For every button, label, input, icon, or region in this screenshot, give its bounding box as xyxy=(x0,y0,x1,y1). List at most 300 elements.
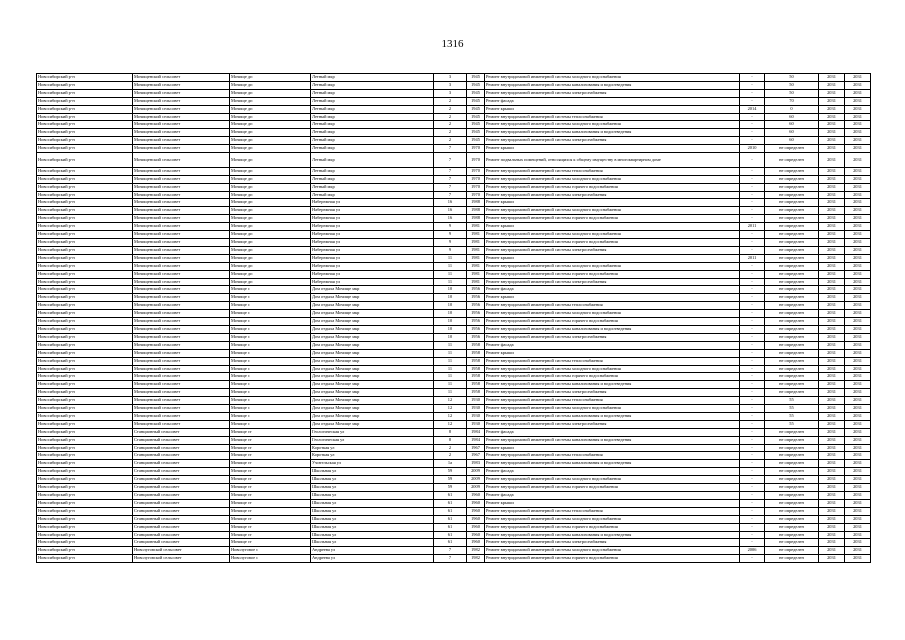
cell-district: Новосибирский р-н xyxy=(37,191,133,199)
cell-last-repair: - xyxy=(740,89,765,97)
cell-work-type: Ремонт крыши xyxy=(485,199,740,207)
cell-street: Школьная ул xyxy=(311,468,434,476)
cell-house: 2 xyxy=(434,137,467,145)
table-row xyxy=(37,183,871,191)
register-table-body xyxy=(37,74,871,563)
cell-work-type: Ремонт крыши xyxy=(485,105,740,113)
cell-street: Дом отдыха Мочище мкр xyxy=(311,373,434,381)
cell-plan-year-start: 2031 xyxy=(819,444,845,452)
cell-street: Школьная ул xyxy=(311,523,434,531)
cell-district: Новосибирский р-н xyxy=(37,97,133,105)
cell-wear: 60 xyxy=(765,121,819,129)
cell-last-repair: - xyxy=(740,81,765,89)
cell-plan-year-end: 2031 xyxy=(845,318,871,326)
cell-wear: не определен xyxy=(765,302,819,310)
cell-street: Короткая ул xyxy=(311,444,434,452)
cell-street: Дом отдыха Мочище мкр xyxy=(311,286,434,294)
cell-locality: Мочище ст xyxy=(230,484,311,492)
cell-wear: не определен xyxy=(765,436,819,444)
cell-plan-year-end: 2031 xyxy=(845,349,871,357)
cell-plan-year-end: 2031 xyxy=(845,499,871,507)
cell-house: 2 xyxy=(434,444,467,452)
cell-settlement: Станционный сельсовет xyxy=(133,484,230,492)
cell-street: Дом отдыха Мочище мкр xyxy=(311,420,434,428)
table-row xyxy=(37,207,871,215)
cell-district: Новосибирский р-н xyxy=(37,373,133,381)
cell-year: 1970 xyxy=(467,175,485,183)
cell-house: 8 xyxy=(434,436,467,444)
cell-locality: Мочище дп xyxy=(230,262,311,270)
cell-year: 1945 xyxy=(467,105,485,113)
cell-street: Дом отдыха Мочище мкр xyxy=(311,333,434,341)
cell-street: Набережная ул xyxy=(311,270,434,278)
cell-work-type: Ремонт внутридомовой инженерной системы электроснабжения xyxy=(485,278,740,286)
cell-locality: Мочище дп xyxy=(230,254,311,262)
cell-wear: не определен xyxy=(765,215,819,223)
cell-year: 1967 xyxy=(467,444,485,452)
cell-year: 1956 xyxy=(467,310,485,318)
cell-house: 11 xyxy=(434,365,467,373)
table-row xyxy=(37,515,871,523)
cell-locality: Мочище ст xyxy=(230,460,311,468)
cell-plan-year-start: 2031 xyxy=(819,531,845,539)
cell-street: Набережная ул xyxy=(311,223,434,231)
cell-wear: не определен xyxy=(765,286,819,294)
table-row xyxy=(37,333,871,341)
cell-plan-year-start: 2031 xyxy=(819,191,845,199)
cell-wear: не определен xyxy=(765,428,819,436)
cell-year: 1958 xyxy=(467,365,485,373)
table-row xyxy=(37,302,871,310)
cell-locality: Мочище дп xyxy=(230,246,311,254)
cell-settlement: Мочищенский сельсовет xyxy=(133,167,230,175)
cell-street: Дом отдыха Мочище мкр xyxy=(311,294,434,302)
cell-settlement: Станционный сельсовет xyxy=(133,436,230,444)
cell-last-repair: - xyxy=(740,484,765,492)
cell-plan-year-end: 2031 xyxy=(845,412,871,420)
cell-house: 12 xyxy=(434,405,467,413)
cell-plan-year-start: 2031 xyxy=(819,397,845,405)
cell-last-repair: - xyxy=(740,333,765,341)
cell-house: 7 xyxy=(434,167,467,175)
cell-wear: 50 xyxy=(765,89,819,97)
cell-street: Летный мкр xyxy=(311,191,434,199)
cell-settlement: Станционный сельсовет xyxy=(133,499,230,507)
cell-year: 1930 xyxy=(467,397,485,405)
cell-district: Новосибирский р-н xyxy=(37,105,133,113)
cell-street: Дом отдыха Мочище мкр xyxy=(311,310,434,318)
cell-year: 1981 xyxy=(467,246,485,254)
cell-house: 16 xyxy=(434,207,467,215)
cell-district: Новосибирский р-н xyxy=(37,81,133,89)
cell-year: 1982 xyxy=(467,555,485,563)
cell-plan-year-end: 2031 xyxy=(845,539,871,547)
cell-district: Новосибирский р-н xyxy=(37,507,133,515)
cell-house: 7 xyxy=(434,547,467,555)
cell-plan-year-start: 2031 xyxy=(819,270,845,278)
cell-work-type: Ремонт крыши xyxy=(485,223,740,231)
cell-work-type: Ремонт внутридомовой инженерной системы горячего водоснабжения xyxy=(485,183,740,191)
cell-locality: Мочище дп xyxy=(230,97,311,105)
cell-plan-year-end: 2031 xyxy=(845,357,871,365)
cell-street: Дом отдыха Мочище мкр xyxy=(311,365,434,373)
page-number: 1316 xyxy=(441,38,464,50)
cell-settlement: Мочищенский сельсовет xyxy=(133,286,230,294)
cell-settlement: Станционный сельсовет xyxy=(133,539,230,547)
cell-district: Новосибирский р-н xyxy=(37,175,133,183)
cell-plan-year-end: 2031 xyxy=(845,373,871,381)
table-row xyxy=(37,460,871,468)
cell-plan-year-end: 2031 xyxy=(845,239,871,247)
cell-work-type: Ремонт внутридомовой инженерной системы теплоснабжения xyxy=(485,113,740,121)
cell-district: Новосибирский р-н xyxy=(37,318,133,326)
cell-plan-year-end: 2031 xyxy=(845,476,871,484)
cell-plan-year-start: 2031 xyxy=(819,373,845,381)
cell-wear: 55 xyxy=(765,412,819,420)
cell-district: Новосибирский р-н xyxy=(37,302,133,310)
cell-last-repair: - xyxy=(740,191,765,199)
table-row xyxy=(37,137,871,145)
cell-work-type: Ремонт внутридомовой инженерной системы холодного водоснабжения xyxy=(485,207,740,215)
cell-house: 10 xyxy=(434,302,467,310)
cell-wear: не определен xyxy=(765,507,819,515)
cell-year: 1945 xyxy=(467,74,485,82)
table-row xyxy=(37,523,871,531)
cell-locality: Мочище дп xyxy=(230,215,311,223)
cell-last-repair: - xyxy=(740,129,765,137)
cell-street: Школьная ул xyxy=(311,539,434,547)
cell-district: Новосибирский р-н xyxy=(37,389,133,397)
cell-settlement: Мочищенский сельсовет xyxy=(133,231,230,239)
table-row xyxy=(37,121,871,129)
cell-plan-year-end: 2031 xyxy=(845,153,871,168)
cell-last-repair: - xyxy=(740,507,765,515)
cell-district: Новосибирский р-н xyxy=(37,231,133,239)
cell-settlement: Мочищенский сельсовет xyxy=(133,137,230,145)
cell-locality: Мочище дп xyxy=(230,191,311,199)
cell-district: Новосибирский р-н xyxy=(37,476,133,484)
cell-district: Новосибирский р-н xyxy=(37,333,133,341)
cell-work-type: Ремонт внутридомовой инженерной системы горячего водоснабжения xyxy=(485,373,740,381)
cell-plan-year-start: 2031 xyxy=(819,175,845,183)
table-row xyxy=(37,223,871,231)
cell-wear: 0 xyxy=(765,105,819,113)
cell-district: Новосибирский р-н xyxy=(37,153,133,168)
cell-work-type: Ремонт внутридомовой инженерной системы электроснабжения xyxy=(485,420,740,428)
cell-house: 2 xyxy=(434,97,467,105)
cell-year: 1956 xyxy=(467,325,485,333)
cell-work-type: Ремонт внутридомовой инженерной системы холодного водоснабжения xyxy=(485,231,740,239)
cell-year: 1956 xyxy=(467,333,485,341)
cell-district: Новосибирский р-н xyxy=(37,113,133,121)
cell-settlement: Мочищенский сельсовет xyxy=(133,89,230,97)
cell-street: Летный мкр xyxy=(311,175,434,183)
cell-plan-year-start: 2031 xyxy=(819,286,845,294)
cell-district: Новосибирский р-н xyxy=(37,452,133,460)
cell-plan-year-start: 2031 xyxy=(819,199,845,207)
cell-plan-year-start: 2031 xyxy=(819,254,845,262)
cell-house: 11 xyxy=(434,270,467,278)
cell-last-repair: - xyxy=(740,468,765,476)
cell-wear: не определен xyxy=(765,547,819,555)
register-table xyxy=(36,73,871,563)
cell-settlement: Мочищенский сельсовет xyxy=(133,333,230,341)
table-row xyxy=(37,420,871,428)
cell-plan-year-start: 2031 xyxy=(819,294,845,302)
cell-plan-year-end: 2031 xyxy=(845,113,871,121)
cell-wear: не определен xyxy=(765,318,819,326)
cell-locality: Мочище с xyxy=(230,381,311,389)
cell-work-type: Ремонт внутридомовой инженерной системы горячего водоснабжения xyxy=(485,239,740,247)
cell-wear: не определен xyxy=(765,239,819,247)
cell-plan-year-start: 2031 xyxy=(819,310,845,318)
cell-locality: Мочище дп xyxy=(230,129,311,137)
table-row xyxy=(37,381,871,389)
cell-plan-year-end: 2031 xyxy=(845,145,871,153)
cell-work-type: Ремонт внутридомовой инженерной системы горячего водоснабжения xyxy=(485,523,740,531)
cell-plan-year-end: 2031 xyxy=(845,294,871,302)
cell-plan-year-end: 2031 xyxy=(845,436,871,444)
cell-year: 2009 xyxy=(467,468,485,476)
cell-street: Школьная ул xyxy=(311,484,434,492)
cell-plan-year-end: 2031 xyxy=(845,97,871,105)
cell-wear: не определен xyxy=(765,492,819,500)
cell-plan-year-end: 2031 xyxy=(845,74,871,82)
cell-settlement: Мочищенский сельсовет xyxy=(133,191,230,199)
cell-wear: 70 xyxy=(765,97,819,105)
cell-plan-year-end: 2031 xyxy=(845,215,871,223)
cell-street: Набережная ул xyxy=(311,246,434,254)
cell-plan-year-start: 2031 xyxy=(819,539,845,547)
table-row xyxy=(37,539,871,547)
cell-last-repair: - xyxy=(740,286,765,294)
cell-locality: Новолуговое с xyxy=(230,547,311,555)
cell-plan-year-end: 2031 xyxy=(845,452,871,460)
cell-plan-year-end: 2031 xyxy=(845,246,871,254)
cell-street: Летный мкр xyxy=(311,129,434,137)
cell-locality: Мочище ст xyxy=(230,452,311,460)
cell-street: Андреева ул xyxy=(311,555,434,563)
cell-locality: Мочище дп xyxy=(230,145,311,153)
cell-locality: Мочище дп xyxy=(230,153,311,168)
cell-plan-year-start: 2031 xyxy=(819,318,845,326)
cell-last-repair: - xyxy=(740,231,765,239)
table-row xyxy=(37,357,871,365)
cell-year: 1970 xyxy=(467,145,485,153)
cell-last-repair: - xyxy=(740,523,765,531)
cell-settlement: Новолуговской сельсовет xyxy=(133,555,230,563)
cell-last-repair: - xyxy=(740,349,765,357)
cell-work-type: Ремонт крыши xyxy=(485,145,740,153)
cell-locality: Мочище дп xyxy=(230,105,311,113)
table-row xyxy=(37,555,871,563)
cell-street: Дом отдыха Мочище мкр xyxy=(311,412,434,420)
cell-street: Летный мкр xyxy=(311,153,434,168)
cell-last-repair: - xyxy=(740,515,765,523)
cell-street: Летный мкр xyxy=(311,105,434,113)
cell-street: Летный мкр xyxy=(311,113,434,121)
cell-work-type: Ремонт внутридомовой инженерной системы холодного водоснабжения xyxy=(485,74,740,82)
cell-street: Геологическая ул xyxy=(311,428,434,436)
cell-plan-year-start: 2031 xyxy=(819,137,845,145)
cell-settlement: Мочищенский сельсовет xyxy=(133,294,230,302)
cell-street: Дом отдыха Мочище мкр xyxy=(311,302,434,310)
cell-plan-year-start: 2031 xyxy=(819,74,845,82)
cell-street: Набережная ул xyxy=(311,215,434,223)
cell-house: 59 xyxy=(434,468,467,476)
cell-plan-year-end: 2031 xyxy=(845,270,871,278)
cell-district: Новосибирский р-н xyxy=(37,460,133,468)
cell-last-repair: - xyxy=(740,531,765,539)
cell-locality: Мочище ст xyxy=(230,531,311,539)
cell-district: Новосибирский р-н xyxy=(37,262,133,270)
cell-plan-year-end: 2031 xyxy=(845,286,871,294)
cell-district: Новосибирский р-н xyxy=(37,137,133,145)
cell-district: Новосибирский р-н xyxy=(37,405,133,413)
cell-plan-year-end: 2031 xyxy=(845,81,871,89)
cell-house: 61 xyxy=(434,523,467,531)
cell-work-type: Ремонт крыши xyxy=(485,444,740,452)
cell-year: 1945 xyxy=(467,129,485,137)
cell-settlement: Мочищенский сельсовет xyxy=(133,373,230,381)
cell-settlement: Мочищенский сельсовет xyxy=(133,318,230,326)
cell-wear: не определен xyxy=(765,167,819,175)
cell-house: 2 xyxy=(434,121,467,129)
cell-wear: не определен xyxy=(765,262,819,270)
cell-work-type: Ремонт фасада xyxy=(485,492,740,500)
cell-work-type: Ремонт внутридомовой инженерной системы холодного водоснабжения xyxy=(485,515,740,523)
cell-settlement: Станционный сельсовет xyxy=(133,452,230,460)
cell-district: Новосибирский р-н xyxy=(37,428,133,436)
cell-wear: не определен xyxy=(765,153,819,168)
cell-locality: Мочище ст xyxy=(230,499,311,507)
table-row xyxy=(37,167,871,175)
cell-year: 1945 xyxy=(467,113,485,121)
cell-district: Новосибирский р-н xyxy=(37,468,133,476)
cell-year: 1970 xyxy=(467,191,485,199)
cell-year: 1988 xyxy=(467,207,485,215)
cell-house: 10 xyxy=(434,310,467,318)
cell-work-type: Ремонт внутридомовой инженерной системы теплоснабжения xyxy=(485,167,740,175)
cell-year: 1945 xyxy=(467,97,485,105)
cell-district: Новосибирский р-н xyxy=(37,89,133,97)
cell-settlement: Мочищенский сельсовет xyxy=(133,223,230,231)
cell-wear: не определен xyxy=(765,199,819,207)
cell-district: Новосибирский р-н xyxy=(37,286,133,294)
cell-work-type: Ремонт подвальных помещений, относящихся к общему имуществу в многоквартирном доме xyxy=(485,153,740,168)
cell-work-type: Ремонт внутридомовой инженерной системы теплоснабжения xyxy=(485,452,740,460)
cell-settlement: Станционный сельсовет xyxy=(133,460,230,468)
cell-plan-year-end: 2031 xyxy=(845,492,871,500)
cell-district: Новосибирский р-н xyxy=(37,492,133,500)
cell-street: Набережная ул xyxy=(311,239,434,247)
cell-plan-year-start: 2031 xyxy=(819,507,845,515)
cell-house: 7 xyxy=(434,175,467,183)
cell-work-type: Ремонт фасада xyxy=(485,97,740,105)
cell-house: 2 xyxy=(434,105,467,113)
cell-locality: Мочище с xyxy=(230,318,311,326)
cell-district: Новосибирский р-н xyxy=(37,539,133,547)
cell-district: Новосибирский р-н xyxy=(37,349,133,357)
cell-wear: не определен xyxy=(765,523,819,531)
cell-house: 1а xyxy=(434,460,467,468)
cell-year: 1958 xyxy=(467,373,485,381)
cell-settlement: Мочищенский сельсовет xyxy=(133,74,230,82)
table-row xyxy=(37,397,871,405)
cell-house: 7 xyxy=(434,153,467,168)
table-row xyxy=(37,129,871,137)
cell-house: 11 xyxy=(434,254,467,262)
cell-last-repair: - xyxy=(740,397,765,405)
cell-wear: не определен xyxy=(765,183,819,191)
cell-locality: Мочище ст xyxy=(230,444,311,452)
table-row xyxy=(37,286,871,294)
cell-house: 7 xyxy=(434,145,467,153)
cell-street: Дом отдыха Мочище мкр xyxy=(311,397,434,405)
cell-last-repair: - xyxy=(740,246,765,254)
cell-last-repair: 2014 xyxy=(740,105,765,113)
cell-wear: не определен xyxy=(765,270,819,278)
cell-settlement: Мочищенский сельсовет xyxy=(133,121,230,129)
cell-plan-year-start: 2031 xyxy=(819,153,845,168)
cell-plan-year-end: 2031 xyxy=(845,223,871,231)
cell-plan-year-start: 2031 xyxy=(819,81,845,89)
cell-settlement: Мочищенский сельсовет xyxy=(133,357,230,365)
cell-last-repair: - xyxy=(740,167,765,175)
cell-street: Дом отдыха Мочище мкр xyxy=(311,405,434,413)
table-row xyxy=(37,254,871,262)
cell-wear: не определен xyxy=(765,381,819,389)
cell-year: 1930 xyxy=(467,420,485,428)
cell-year: 1958 xyxy=(467,341,485,349)
cell-year: 1956 xyxy=(467,294,485,302)
cell-settlement: Мочищенский сельсовет xyxy=(133,270,230,278)
cell-plan-year-end: 2031 xyxy=(845,325,871,333)
cell-street: Дом отдыха Мочище мкр xyxy=(311,349,434,357)
cell-house: 2 xyxy=(434,129,467,137)
cell-settlement: Мочищенский сельсовет xyxy=(133,420,230,428)
cell-year: 2009 xyxy=(467,476,485,484)
cell-plan-year-start: 2031 xyxy=(819,325,845,333)
cell-house: 11 xyxy=(434,262,467,270)
cell-district: Новосибирский р-н xyxy=(37,270,133,278)
cell-work-type: Ремонт внутридомовой инженерной системы горячего водоснабжения xyxy=(485,270,740,278)
cell-locality: Мочище дп xyxy=(230,223,311,231)
cell-house: 8 xyxy=(434,428,467,436)
cell-last-repair: - xyxy=(740,405,765,413)
cell-settlement: Мочищенский сельсовет xyxy=(133,302,230,310)
cell-plan-year-start: 2031 xyxy=(819,215,845,223)
table-row xyxy=(37,547,871,555)
cell-settlement: Мочищенский сельсовет xyxy=(133,113,230,121)
cell-house: 61 xyxy=(434,531,467,539)
cell-plan-year-start: 2031 xyxy=(819,231,845,239)
cell-settlement: Мочищенский сельсовет xyxy=(133,105,230,113)
cell-house: 3 xyxy=(434,74,467,82)
cell-wear: не определен xyxy=(765,365,819,373)
table-row xyxy=(37,294,871,302)
cell-plan-year-start: 2031 xyxy=(819,89,845,97)
table-row xyxy=(37,278,871,286)
cell-house: 10 xyxy=(434,333,467,341)
cell-plan-year-end: 2031 xyxy=(845,428,871,436)
cell-street: Летный мкр xyxy=(311,137,434,145)
cell-year: 1958 xyxy=(467,389,485,397)
cell-house: 10 xyxy=(434,294,467,302)
cell-work-type: Ремонт внутридомовой инженерной системы холодного водоснабжения xyxy=(485,310,740,318)
cell-locality: Мочище с xyxy=(230,365,311,373)
table-row xyxy=(37,349,871,357)
